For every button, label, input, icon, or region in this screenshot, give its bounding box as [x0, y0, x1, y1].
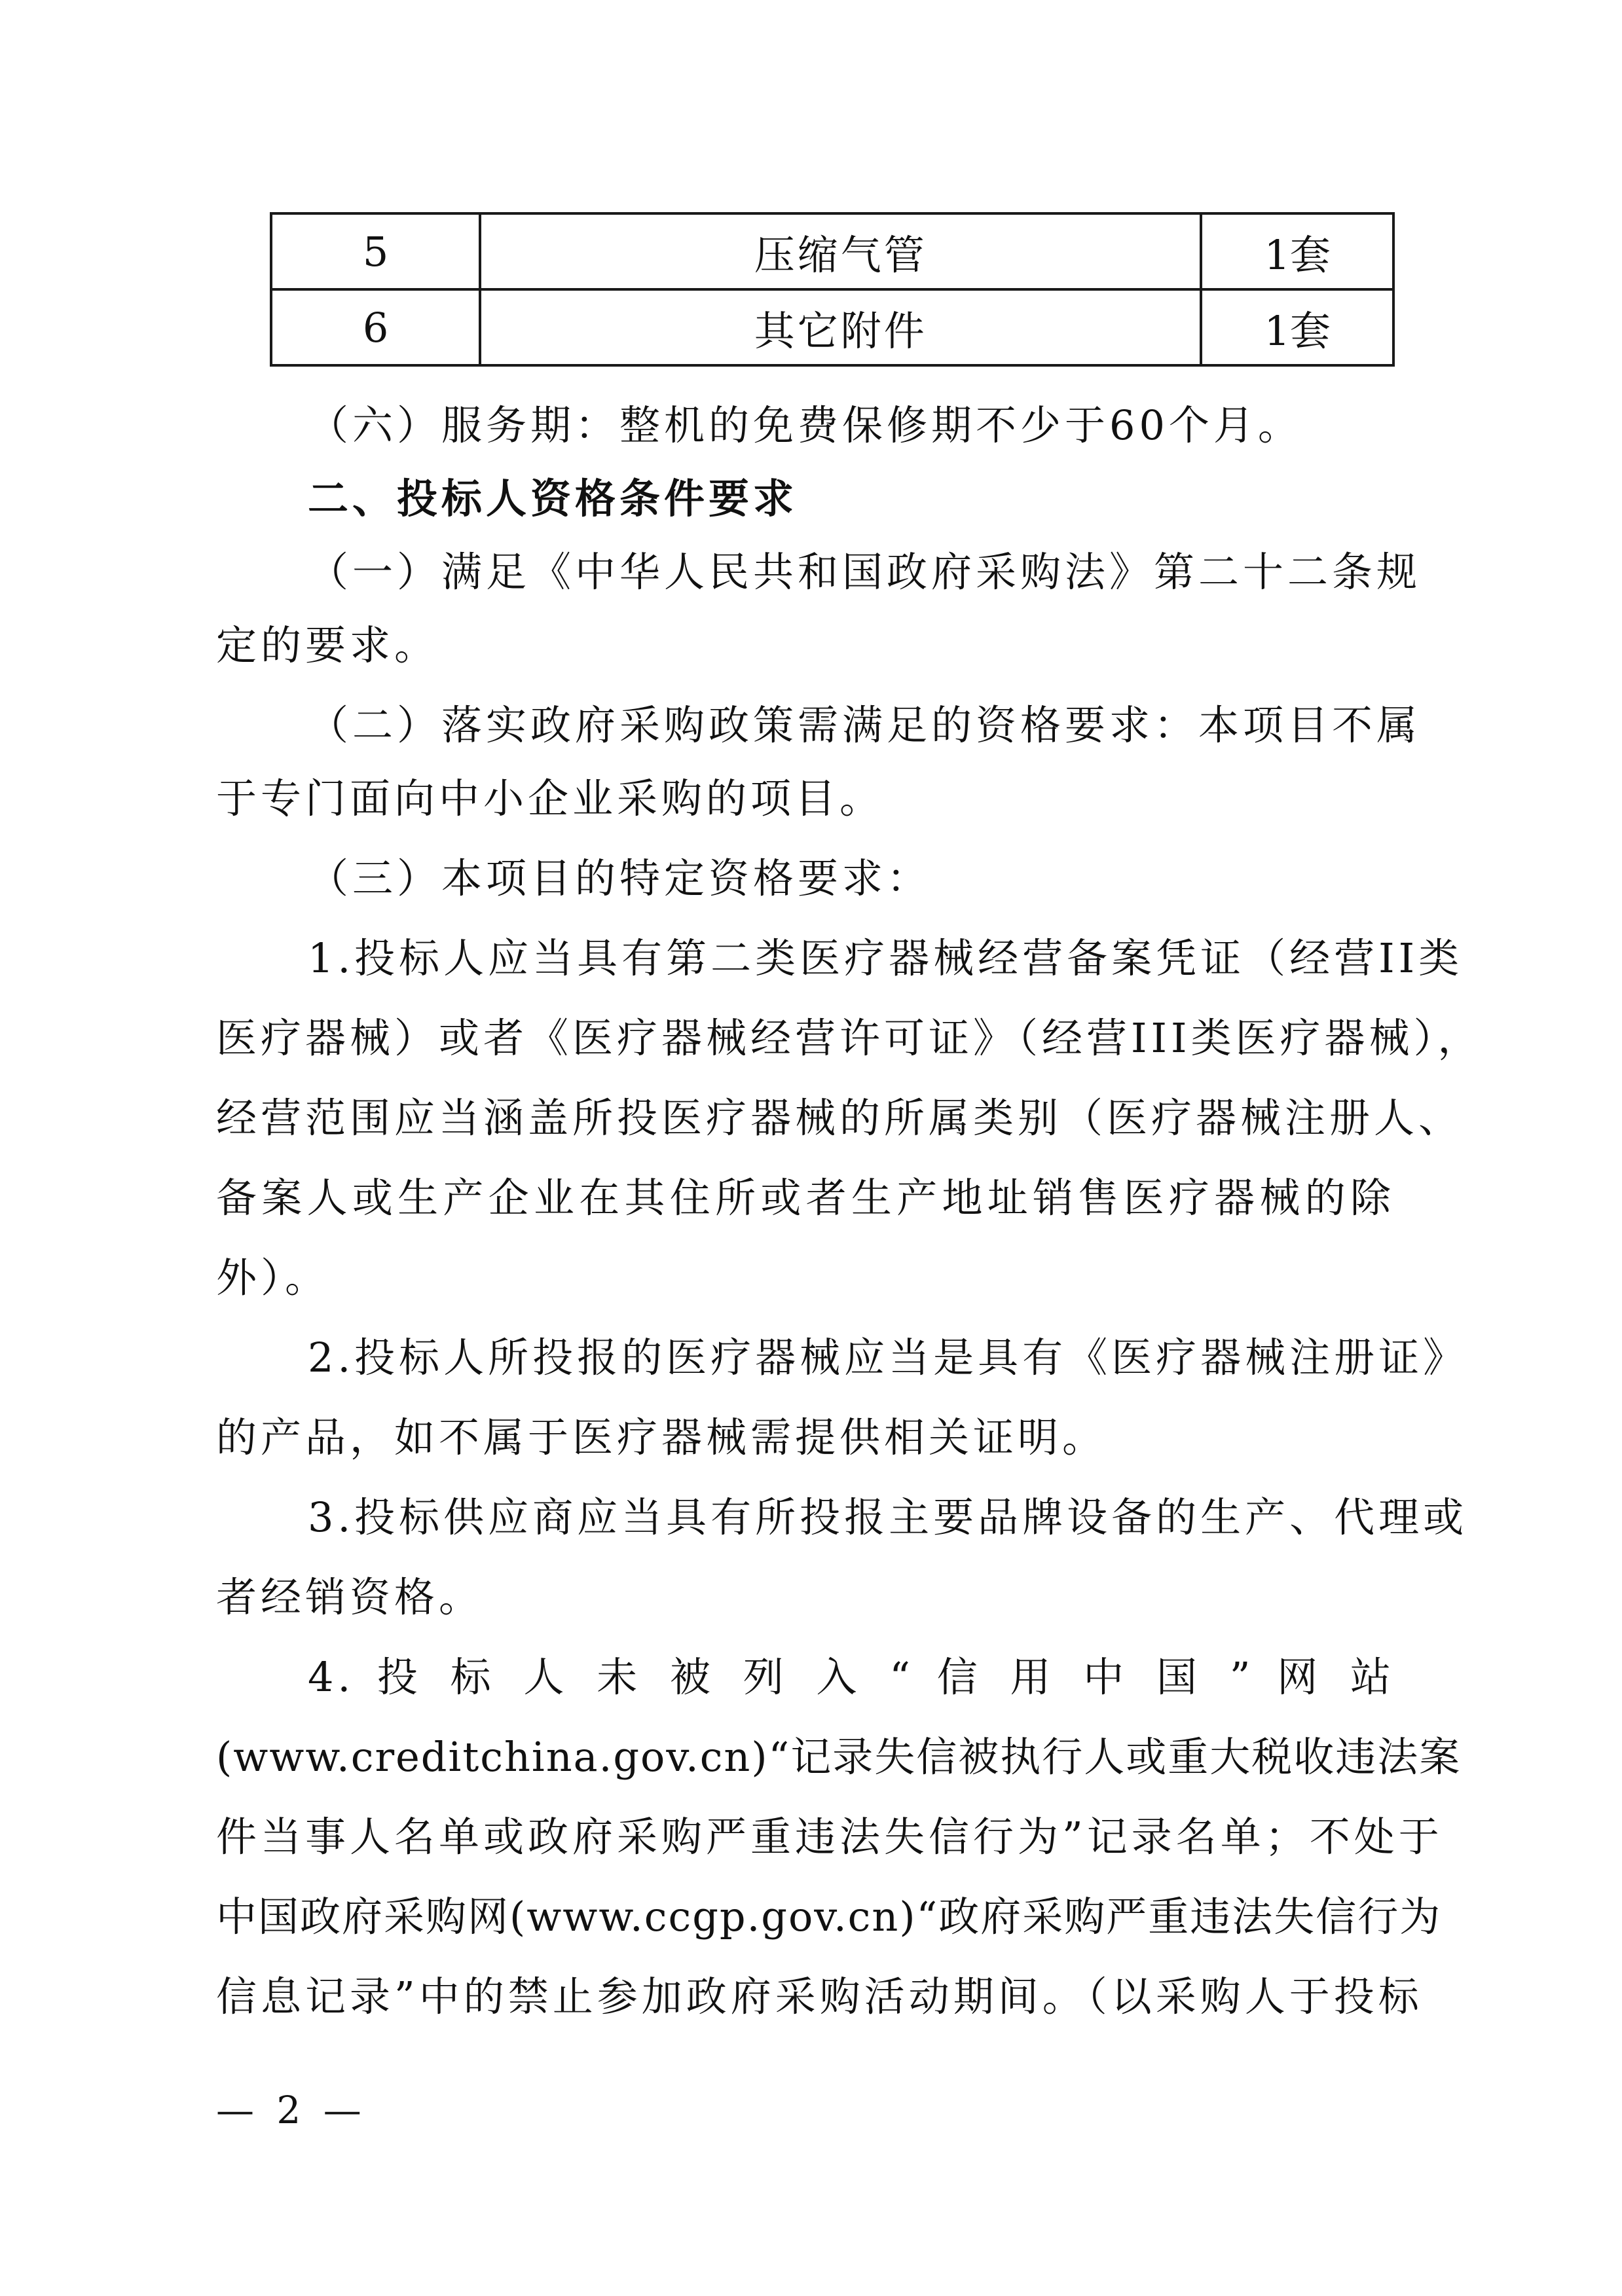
paragraph-line: 的产品，如不属于医疗器械需提供相关证明。 [216, 1413, 1107, 1461]
paragraph-line: （二）落实政府采购政策需满足的资格要求：本项目不属 [308, 701, 1422, 749]
table-cell-quantity: 1套 [1201, 289, 1393, 365]
paragraph-line: 1.投标人应当具有第二类医疗器械经营备案凭证（经营II类 [308, 934, 1464, 982]
paragraph-line: 者经销资格。 [216, 1573, 484, 1621]
paragraph-line: 于专门面向中小企业采购的项目。 [216, 774, 885, 822]
paragraph-line: (www.creditchina.gov.cn)“记录失信被执行人或重大税收违法案 [216, 1733, 1462, 1781]
paragraph-line: 外）。 [216, 1254, 330, 1302]
table-row [271, 289, 1393, 365]
table-cell-name: 压缩气管 [480, 213, 1201, 289]
table-row [271, 213, 1393, 289]
paragraph-line: 备案人或生产企业在其住所或者生产地址销售医疗器械的除 [216, 1174, 1395, 1222]
paragraph-line: 医疗器械）或者《医疗器械经营许可证》（经营III类医疗器械）， [216, 1014, 1483, 1062]
table-cell-name: 其它附件 [480, 289, 1201, 365]
paragraph-line: 定的要求。 [216, 621, 439, 669]
table-cell-number: 6 [271, 289, 480, 365]
service-period-paragraph: （六）服务期：整机的免费保修期不少于60个月。 [308, 401, 1302, 449]
page-number: — 2 — [216, 2088, 367, 2132]
equipment-table [270, 212, 1395, 367]
subsection-heading: （三）本项目的特定资格要求： [308, 854, 932, 902]
table-cell-number: 5 [271, 213, 480, 289]
section-heading: 二、投标人资格条件要求 [308, 475, 798, 522]
paragraph-line: 2.投标人所投报的医疗器械应当是具有《医疗器械注册证》 [308, 1334, 1468, 1381]
paragraph-line: 3.投标供应商应当具有所投报主要品牌设备的生产、代理或 [308, 1493, 1468, 1541]
paragraph-line: 信息记录”中的禁止参加政府采购活动期间。（以采购人于投标 [216, 1973, 1423, 2020]
paragraph-line: （一）满足《中华人民共和国政府采购法》第二十二条规 [308, 548, 1422, 596]
paragraph-line: 中国政府采购网(www.ccgp.gov.cn)“政府采购严重违法失信行为 [216, 1893, 1442, 1941]
paragraph-line: 件当事人名单或政府采购严重违法失信行为”记录名单；不处于 [216, 1813, 1443, 1861]
table-cell-quantity: 1套 [1201, 213, 1393, 289]
paragraph-line: 经营范围应当涵盖所投医疗器械的所属类别（医疗器械注册人、 [216, 1094, 1464, 1142]
paragraph-line: 4. 投 标 人 未 被 列 入 “ 信 用 中 国 ” 网 站 [308, 1653, 1395, 1701]
